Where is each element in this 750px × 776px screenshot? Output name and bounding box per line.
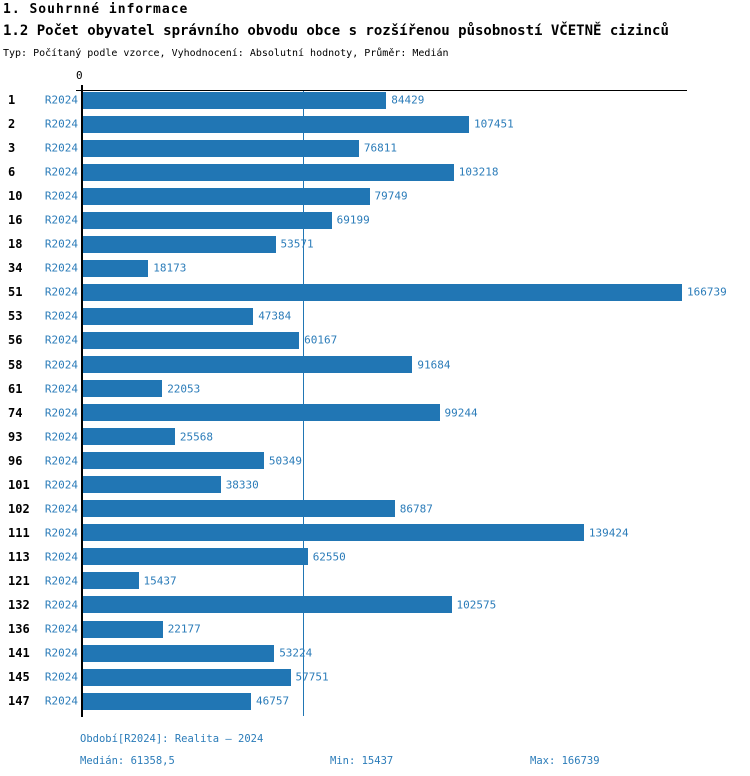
bar xyxy=(83,693,251,710)
bar xyxy=(83,476,221,493)
bar-row-113 xyxy=(0,545,750,569)
row-period-label: R2024 xyxy=(44,213,78,227)
bar-value-label: 86787 xyxy=(399,502,433,516)
row-period-label: R2024 xyxy=(44,93,78,107)
row-period-label: R2024 xyxy=(44,382,78,396)
bar-value-label: 79749 xyxy=(374,189,408,203)
bar xyxy=(83,572,139,589)
row-category-label: 1 xyxy=(8,93,16,108)
row-period-label: R2024 xyxy=(44,502,78,516)
bar xyxy=(83,284,682,301)
row-period-label: R2024 xyxy=(44,622,78,636)
row-period-label: R2024 xyxy=(44,309,78,323)
row-period-label: R2024 xyxy=(44,189,78,203)
bar-row-132 xyxy=(0,593,750,617)
bar-row-3 xyxy=(0,136,750,160)
bar xyxy=(83,212,332,229)
bar-value-label: 46757 xyxy=(256,694,290,708)
report-section-title: 1. Souhrnné informace xyxy=(3,2,189,17)
row-category-label: 102 xyxy=(8,501,30,516)
bar xyxy=(83,596,452,613)
bar xyxy=(83,188,370,205)
bar-row-16 xyxy=(0,208,750,232)
row-period-label: R2024 xyxy=(44,165,78,179)
axis-left-line xyxy=(81,85,83,717)
row-category-label: 101 xyxy=(8,477,30,492)
row-category-label: 132 xyxy=(8,598,30,612)
bar-row-93 xyxy=(0,425,750,449)
row-period-label: R2024 xyxy=(44,478,78,492)
row-period-label: R2024 xyxy=(44,333,78,347)
row-category-label: 51 xyxy=(8,285,23,300)
bar-row-121 xyxy=(0,569,750,593)
bar xyxy=(83,404,440,421)
row-category-label: 141 xyxy=(8,646,30,661)
bar xyxy=(83,356,412,373)
bar-chart-rows xyxy=(0,88,750,713)
bar xyxy=(83,380,162,397)
bar-value-label: 62550 xyxy=(312,550,346,564)
axis-zero-tick-label: 0 xyxy=(76,69,83,82)
bar xyxy=(83,621,163,638)
bar-row-34 xyxy=(0,256,750,280)
row-period-label: R2024 xyxy=(44,430,78,444)
bar-row-147 xyxy=(0,689,750,713)
bar-value-label: 99244 xyxy=(444,406,478,420)
bar xyxy=(83,116,469,133)
bar-row-2 xyxy=(0,112,750,136)
row-category-label: 113 xyxy=(8,549,30,564)
bar-value-label: 18173 xyxy=(153,261,187,275)
row-category-label: 136 xyxy=(8,622,30,637)
bar-value-label: 166739 xyxy=(687,285,727,299)
row-category-label: 74 xyxy=(8,405,23,420)
bar xyxy=(83,524,584,541)
bar-row-74 xyxy=(0,401,750,425)
bar xyxy=(83,452,264,469)
row-category-label: 16 xyxy=(8,213,23,228)
row-period-label: R2024 xyxy=(44,550,78,564)
bar-value-label: 50349 xyxy=(268,454,303,468)
bar-row-111 xyxy=(0,521,750,545)
row-period-label: R2024 xyxy=(44,261,78,275)
bar-row-101 xyxy=(0,473,750,497)
row-category-label: 61 xyxy=(8,381,23,396)
bar xyxy=(83,260,148,277)
bar-row-136 xyxy=(0,617,750,641)
bar-value-label: 38330 xyxy=(225,478,259,492)
row-category-label: 121 xyxy=(8,573,30,588)
row-period-label: R2024 xyxy=(44,598,78,612)
bar xyxy=(83,92,386,109)
row-period-label: R2024 xyxy=(44,670,78,684)
row-period-label: R2024 xyxy=(44,285,78,299)
row-period-label: R2024 xyxy=(44,237,78,251)
bar-row-10 xyxy=(0,184,750,208)
bar-row-96 xyxy=(0,449,750,473)
row-period-label: R2024 xyxy=(44,141,78,155)
bar-value-label: 91684 xyxy=(417,358,451,372)
row-period-label: R2024 xyxy=(44,694,78,708)
row-period-label: R2024 xyxy=(44,406,78,420)
row-category-label: 56 xyxy=(8,333,23,348)
bar-value-label: 22177 xyxy=(167,622,201,636)
bar-row-141 xyxy=(0,641,750,665)
row-category-label: 2 xyxy=(8,117,16,132)
bar xyxy=(83,669,291,686)
bar-value-label: 53224 xyxy=(279,646,313,660)
bar xyxy=(83,332,299,349)
bar-row-145 xyxy=(0,665,750,689)
row-category-label: 111 xyxy=(8,525,30,540)
bar-value-label: 84429 xyxy=(391,93,425,107)
bar-value-label: 60167 xyxy=(304,333,338,347)
bar-row-61 xyxy=(0,377,750,401)
row-category-label: 18 xyxy=(8,237,23,252)
row-category-label: 96 xyxy=(8,453,23,468)
bar-value-label: 47384 xyxy=(258,309,292,323)
row-category-label: 6 xyxy=(8,165,16,180)
bar xyxy=(83,548,308,565)
footer-period-text: Období[R2024]: Realita – 2024 xyxy=(80,733,264,745)
row-category-label: 34 xyxy=(8,261,23,276)
bar-value-label: 53571 xyxy=(280,237,314,251)
bar-row-53 xyxy=(0,304,750,328)
bar-value-label: 107451 xyxy=(474,117,514,131)
footer-max-text: Max: 166739 xyxy=(530,755,600,767)
bar xyxy=(83,645,274,662)
bar-row-58 xyxy=(0,353,750,377)
bar-value-label: 102575 xyxy=(456,598,497,612)
row-period-label: R2024 xyxy=(44,526,78,540)
chart-subtitle: Typ: Počítaný podle vzorce, Vyhodnocení: Absolutní hodnoty, Průměr: Medián xyxy=(3,48,449,59)
bar xyxy=(83,164,454,181)
bar-value-label: 103218 xyxy=(458,165,499,179)
bar-row-51 xyxy=(0,280,750,304)
footer-min-text: Min: 15437 xyxy=(330,755,394,767)
row-category-label: 10 xyxy=(8,189,23,204)
bar-value-label: 25568 xyxy=(179,430,214,444)
bar xyxy=(83,500,395,517)
row-category-label: 93 xyxy=(8,429,23,444)
bar-row-6 xyxy=(0,160,750,184)
bar xyxy=(83,140,359,157)
bar-value-label: 76811 xyxy=(363,141,398,155)
bar-value-label: 22053 xyxy=(167,382,201,396)
bar-row-18 xyxy=(0,232,750,256)
bar xyxy=(83,428,175,445)
bar-row-102 xyxy=(0,497,750,521)
bar-value-label: 69199 xyxy=(336,213,370,227)
footer-median-text: Medián: 61358,5 xyxy=(80,755,175,767)
row-category-label: 53 xyxy=(8,309,23,324)
row-category-label: 3 xyxy=(8,141,16,156)
row-category-label: 145 xyxy=(8,670,30,685)
bar-row-56 xyxy=(0,328,750,352)
bar-value-label: 57751 xyxy=(295,670,329,684)
bar-value-label: 15437 xyxy=(143,574,177,588)
row-period-label: R2024 xyxy=(44,454,78,468)
bar-value-label: 139424 xyxy=(588,526,629,540)
row-period-label: R2024 xyxy=(44,574,78,588)
row-period-label: R2024 xyxy=(44,646,78,660)
bar-row-1 xyxy=(0,88,750,112)
bar xyxy=(83,308,253,325)
row-period-label: R2024 xyxy=(44,358,78,372)
row-category-label: 58 xyxy=(8,357,23,372)
row-period-label: R2024 xyxy=(44,117,78,131)
chart-title: 1.2 Počet obyvatel správního obvodu obce s rozšířenou působností VČETNĚ cizinců xyxy=(3,23,669,39)
bar xyxy=(83,236,276,253)
row-category-label: 147 xyxy=(8,694,30,709)
